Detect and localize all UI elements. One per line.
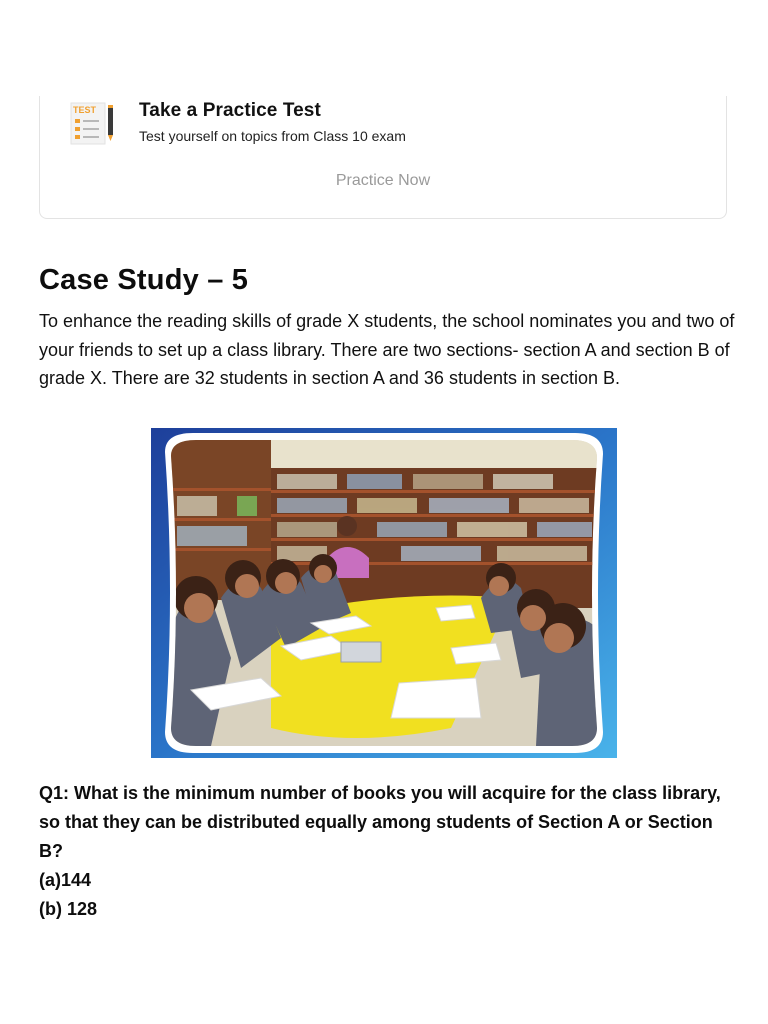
case-study-paragraph: To enhance the reading skills of grade X students, the school nominates you and two of your friends to set up a class library. There are two sections- section A and section B of grade X. There are 32 students in section A and 36 students in section B.	[39, 311, 735, 388]
practice-test-card	[39, 96, 727, 219]
practice-now-button[interactable]: Practice Now	[335, 172, 431, 189]
case-study-title: Case Study – 5	[39, 264, 249, 296]
practice-card-title: Take a Practice Test	[139, 100, 321, 121]
option-b: (b) 128	[39, 899, 98, 919]
question-text: Q1: What is the minimum number of books you will acquire for the class library, so that they can be distributed equally among students of Section A or Section B?	[39, 783, 721, 861]
students-reading-in-library-photo	[151, 428, 617, 758]
test-icon-label: TEST	[73, 105, 97, 115]
test-sheet-icon	[70, 101, 116, 147]
question-block	[39, 779, 739, 924]
practice-card-subtitle: Test yourself on topics from Class 10 exam	[139, 128, 406, 144]
option-a: (a)144	[39, 870, 92, 890]
